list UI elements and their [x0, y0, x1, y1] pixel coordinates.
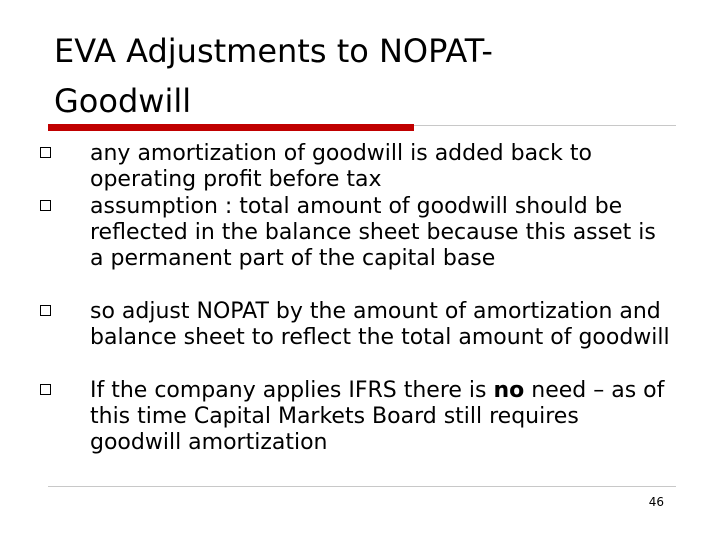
bullet-item-assumption — [40, 194, 670, 299]
bullet-text: any amortization of goodwill is added back to operating profit before tax — [90, 141, 592, 192]
bullet-text-emphasis: no — [493, 378, 525, 403]
bullet-text-after: need – as of this time Capital Markets Board still requires goodwill amortization — [90, 378, 665, 455]
footer-divider-line — [48, 486, 676, 487]
bullet-item-adjust-nopat — [40, 299, 670, 378]
square-bullet-icon — [40, 305, 51, 316]
square-bullet-icon — [40, 147, 51, 158]
bullet-item-amortization — [40, 141, 670, 194]
bullet-list — [40, 141, 670, 456]
page-number: 46 — [648, 495, 664, 509]
square-bullet-icon — [40, 384, 51, 395]
bullet-text: assumption : total amount of goodwill should be reflected in the balance sheet because this asset is a permanent part of the capital base — [90, 194, 656, 271]
bullet-item-ifrs — [40, 378, 670, 456]
title-accent-bar — [48, 124, 414, 131]
square-bullet-icon — [40, 200, 51, 211]
bullet-text: so adjust NOPAT by the amount of amortization and balance sheet to reflect the total amount of goodwill — [90, 299, 670, 350]
slide-title: EVA Adjustments to NOPAT- Goodwill — [54, 32, 493, 120]
bullet-text-before: If the company applies IFRS there is — [90, 378, 494, 403]
